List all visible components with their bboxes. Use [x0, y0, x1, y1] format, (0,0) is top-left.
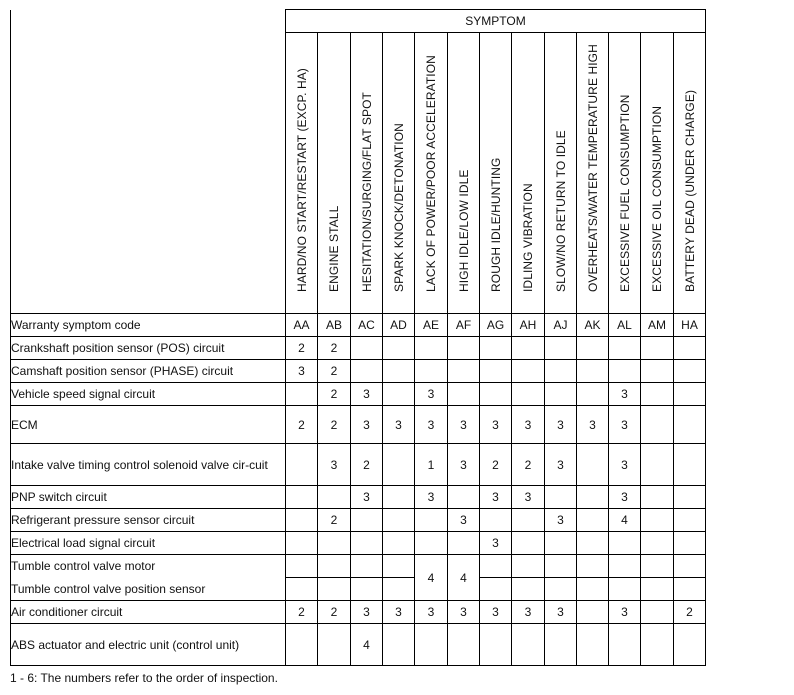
table-cell — [480, 555, 512, 578]
table-cell — [480, 337, 512, 360]
table-cell — [577, 360, 609, 383]
table-cell — [383, 444, 415, 486]
table-cell — [415, 337, 448, 360]
warranty-code: AE — [415, 314, 448, 337]
symptom-name: HARD/NO START/RESTART (EXCP. HA) — [294, 68, 309, 292]
table-cell: 3 — [577, 406, 609, 444]
table-cell: 3 — [480, 601, 512, 624]
table-cell — [383, 486, 415, 509]
table-cell — [383, 624, 415, 666]
table-cell — [318, 555, 351, 578]
table-row — [11, 601, 706, 624]
table-cell: 2 — [286, 601, 318, 624]
table-cell — [512, 578, 545, 601]
table-cell — [577, 383, 609, 406]
table-cell — [383, 555, 415, 578]
table-corner — [11, 10, 286, 314]
table-cell — [286, 578, 318, 601]
table-cell — [609, 360, 641, 383]
table-cell — [286, 555, 318, 578]
table-cell: 3 — [545, 444, 577, 486]
table-cell — [383, 509, 415, 532]
table-cell — [383, 532, 415, 555]
table-cell: 2 — [512, 444, 545, 486]
table-cell: 3 — [512, 601, 545, 624]
table-cell — [512, 509, 545, 532]
table-cell — [286, 624, 318, 666]
table-cell — [512, 532, 545, 555]
symptom-column-header — [351, 33, 383, 314]
table-cell: 2 — [286, 406, 318, 444]
symptom-column-header — [383, 33, 415, 314]
symptom-column-header — [674, 33, 706, 314]
symptom-name: OVERHEATS/WATER TEMPERATURE HIGH — [585, 44, 600, 292]
table-cell: 3 — [415, 406, 448, 444]
table-cell: 3 — [415, 383, 448, 406]
symptom-column-header — [286, 33, 318, 314]
table-row — [11, 578, 706, 601]
warranty-code-row — [11, 314, 706, 337]
table-cell: 1 — [415, 444, 448, 486]
warranty-code: AL — [609, 314, 641, 337]
table-cell: 2 — [286, 337, 318, 360]
table-cell — [641, 337, 674, 360]
table-cell — [609, 532, 641, 555]
table-cell: 3 — [351, 383, 383, 406]
table-cell — [448, 383, 480, 406]
symptom-name: LACK OF POWER/POOR ACCELERATION — [424, 55, 438, 292]
table-cell — [577, 601, 609, 624]
row-label: ECM — [11, 406, 286, 444]
table-cell — [480, 578, 512, 601]
table-cell: 3 — [480, 406, 512, 444]
row-label: Intake valve timing control solenoid valve cir-cuit — [11, 444, 286, 486]
table-cell: 3 — [545, 601, 577, 624]
table-cell: 3 — [609, 601, 641, 624]
table-cell: 3 — [609, 444, 641, 486]
table-cell — [512, 337, 545, 360]
symptom-name: EXCESSIVE FUEL CONSUMPTION — [617, 94, 632, 292]
table-cell — [383, 383, 415, 406]
table-cell — [577, 555, 609, 578]
row-label: ABS actuator and electric unit (control unit) — [11, 624, 286, 666]
table-cell: 2 — [480, 444, 512, 486]
table-cell — [448, 532, 480, 555]
table-cell — [448, 337, 480, 360]
symptom-header: SYMPTOM — [286, 10, 706, 33]
symptom-name: ROUGH IDLE/HUNTING — [488, 157, 503, 292]
table-row — [11, 444, 706, 486]
table-cell — [674, 578, 706, 601]
table-cell: 3 — [415, 601, 448, 624]
table-cell — [545, 383, 577, 406]
table-cell — [415, 360, 448, 383]
table-cell — [641, 532, 674, 555]
table-cell — [448, 486, 480, 509]
row-label: Camshaft position sensor (PHASE) circuit — [11, 360, 286, 383]
table-cell — [641, 486, 674, 509]
warranty-code: AG — [480, 314, 512, 337]
symptom-column-header — [577, 33, 609, 314]
table-cell — [641, 578, 674, 601]
symptom-name: IDLING VIBRATION — [521, 183, 535, 292]
warranty-code: AM — [641, 314, 674, 337]
table-cell: 3 — [415, 486, 448, 509]
table-row — [11, 486, 706, 509]
table-cell: 4 — [448, 555, 480, 601]
table-cell: 2 — [318, 337, 351, 360]
table-cell: 3 — [286, 360, 318, 383]
row-label: PNP switch circuit — [11, 486, 286, 509]
table-row — [11, 532, 706, 555]
table-cell: 2 — [674, 601, 706, 624]
table-cell — [674, 532, 706, 555]
symptom-column-header — [545, 33, 577, 314]
table-cell — [577, 578, 609, 601]
table-cell — [545, 624, 577, 666]
row-label: Electrical load signal circuit — [11, 532, 286, 555]
table-cell: 2 — [318, 383, 351, 406]
table-cell: 3 — [318, 444, 351, 486]
table-cell — [577, 444, 609, 486]
table-cell: 3 — [383, 601, 415, 624]
table-row — [11, 509, 706, 532]
table-cell — [641, 509, 674, 532]
symptom-name: ENGINE STALL — [327, 205, 341, 292]
table-cell — [641, 360, 674, 383]
table-cell — [415, 624, 448, 666]
row-label: Air conditioner circuit — [11, 601, 286, 624]
warranty-code: AH — [512, 314, 545, 337]
warranty-code: HA — [674, 314, 706, 337]
table-cell — [351, 337, 383, 360]
symptom-name: HESITATION/SURGING/FLAT SPOT — [359, 92, 374, 292]
table-cell — [512, 624, 545, 666]
warranty-code: AD — [383, 314, 415, 337]
table-cell: 3 — [383, 406, 415, 444]
table-cell — [674, 624, 706, 666]
table-cell — [448, 624, 480, 666]
table-cell — [286, 509, 318, 532]
table-cell — [415, 509, 448, 532]
row-label: Vehicle speed signal circuit — [11, 383, 286, 406]
table-cell: 4 — [415, 555, 448, 601]
table-cell — [641, 601, 674, 624]
symptom-name: BATTERY DEAD (UNDER CHARGE) — [682, 89, 697, 292]
warranty-code: AA — [286, 314, 318, 337]
row-label: Tumble control valve motor — [11, 555, 286, 578]
table-row — [11, 383, 706, 406]
table-cell — [351, 509, 383, 532]
table-cell — [641, 383, 674, 406]
table-cell — [577, 532, 609, 555]
table-cell — [383, 360, 415, 383]
table-cell: 3 — [480, 532, 512, 555]
table-cell — [641, 624, 674, 666]
symptom-column-header — [512, 33, 545, 314]
table-cell — [480, 624, 512, 666]
warranty-code: AK — [577, 314, 609, 337]
table-cell — [674, 444, 706, 486]
table-cell — [480, 360, 512, 383]
table-cell — [512, 383, 545, 406]
table-cell — [480, 383, 512, 406]
warranty-code: AC — [351, 314, 383, 337]
table-cell: 3 — [448, 444, 480, 486]
table-cell — [383, 578, 415, 601]
table-cell: 3 — [448, 509, 480, 532]
table-cell — [318, 486, 351, 509]
table-cell — [545, 578, 577, 601]
symptom-column-header — [480, 33, 512, 314]
table-cell — [641, 444, 674, 486]
table-cell — [674, 383, 706, 406]
table-cell — [674, 486, 706, 509]
table-cell — [577, 337, 609, 360]
table-cell: 3 — [351, 601, 383, 624]
warranty-code: AB — [318, 314, 351, 337]
table-cell: 3 — [351, 486, 383, 509]
table-cell: 2 — [351, 444, 383, 486]
symptom-name: SPARK KNOCK/DETONATION — [391, 123, 406, 292]
table-cell — [545, 555, 577, 578]
table-cell — [318, 624, 351, 666]
table-row — [11, 406, 706, 444]
symptom-name: HIGH IDLE/LOW IDLE — [456, 169, 471, 292]
table-cell — [545, 360, 577, 383]
table-cell — [415, 532, 448, 555]
table-cell — [577, 624, 609, 666]
table-cell — [674, 360, 706, 383]
table-cell: 3 — [480, 486, 512, 509]
row-label: Crankshaft position sensor (POS) circuit — [11, 337, 286, 360]
table-cell — [641, 406, 674, 444]
warranty-code: AJ — [545, 314, 577, 337]
table-cell — [286, 532, 318, 555]
table-cell — [577, 509, 609, 532]
table-cell — [674, 555, 706, 578]
table-cell — [286, 444, 318, 486]
table-cell: 2 — [318, 601, 351, 624]
warranty-label: Warranty symptom code — [11, 314, 286, 337]
table-cell — [512, 555, 545, 578]
table-cell — [609, 337, 641, 360]
table-row — [11, 555, 706, 578]
warranty-code: AF — [448, 314, 480, 337]
table-cell — [351, 555, 383, 578]
symptom-column-header — [448, 33, 480, 314]
table-cell — [609, 555, 641, 578]
table-cell: 3 — [545, 509, 577, 532]
table-cell — [351, 578, 383, 601]
table-cell — [674, 509, 706, 532]
table-cell — [609, 624, 641, 666]
table-cell — [318, 578, 351, 601]
table-cell — [577, 486, 609, 509]
table-cell: 3 — [448, 406, 480, 444]
table-cell — [674, 337, 706, 360]
symptom-column-header — [318, 33, 351, 314]
table-cell: 3 — [512, 406, 545, 444]
footnote: 1 - 6: The numbers refer to the order of inspection. — [10, 671, 278, 685]
table-cell — [512, 360, 545, 383]
row-label: Refrigerant pressure sensor circuit — [11, 509, 286, 532]
symptom-name: SLOW/NO RETURN TO IDLE — [553, 130, 568, 292]
table-row — [11, 337, 706, 360]
symptom-column-header — [609, 33, 641, 314]
table-cell: 3 — [351, 406, 383, 444]
table-cell: 3 — [448, 601, 480, 624]
table-cell — [351, 360, 383, 383]
table-cell: 3 — [609, 406, 641, 444]
table-cell: 3 — [609, 486, 641, 509]
table-cell — [351, 532, 383, 555]
table-cell: 3 — [545, 406, 577, 444]
table-cell: 3 — [512, 486, 545, 509]
table-cell — [286, 486, 318, 509]
table-cell: 2 — [318, 360, 351, 383]
symptom-name: EXCESSIVE OIL CONSUMPTION — [650, 105, 664, 292]
table-cell — [545, 337, 577, 360]
table-cell: 4 — [351, 624, 383, 666]
table-cell — [286, 383, 318, 406]
table-cell: 3 — [609, 383, 641, 406]
table-cell — [448, 360, 480, 383]
symptom-column-header — [641, 33, 674, 314]
table-cell — [480, 509, 512, 532]
table-cell — [318, 532, 351, 555]
table-cell — [609, 578, 641, 601]
table-cell: 4 — [609, 509, 641, 532]
table-cell — [383, 337, 415, 360]
table-cell — [545, 486, 577, 509]
symptom-table — [10, 9, 706, 666]
table-cell — [545, 532, 577, 555]
table-cell — [641, 555, 674, 578]
table-cell — [674, 406, 706, 444]
table-cell: 2 — [318, 509, 351, 532]
row-label: Tumble control valve position sensor — [11, 578, 286, 601]
symptom-column-header — [415, 33, 448, 314]
table-row — [11, 360, 706, 383]
table-row — [11, 624, 706, 666]
table-cell: 2 — [318, 406, 351, 444]
